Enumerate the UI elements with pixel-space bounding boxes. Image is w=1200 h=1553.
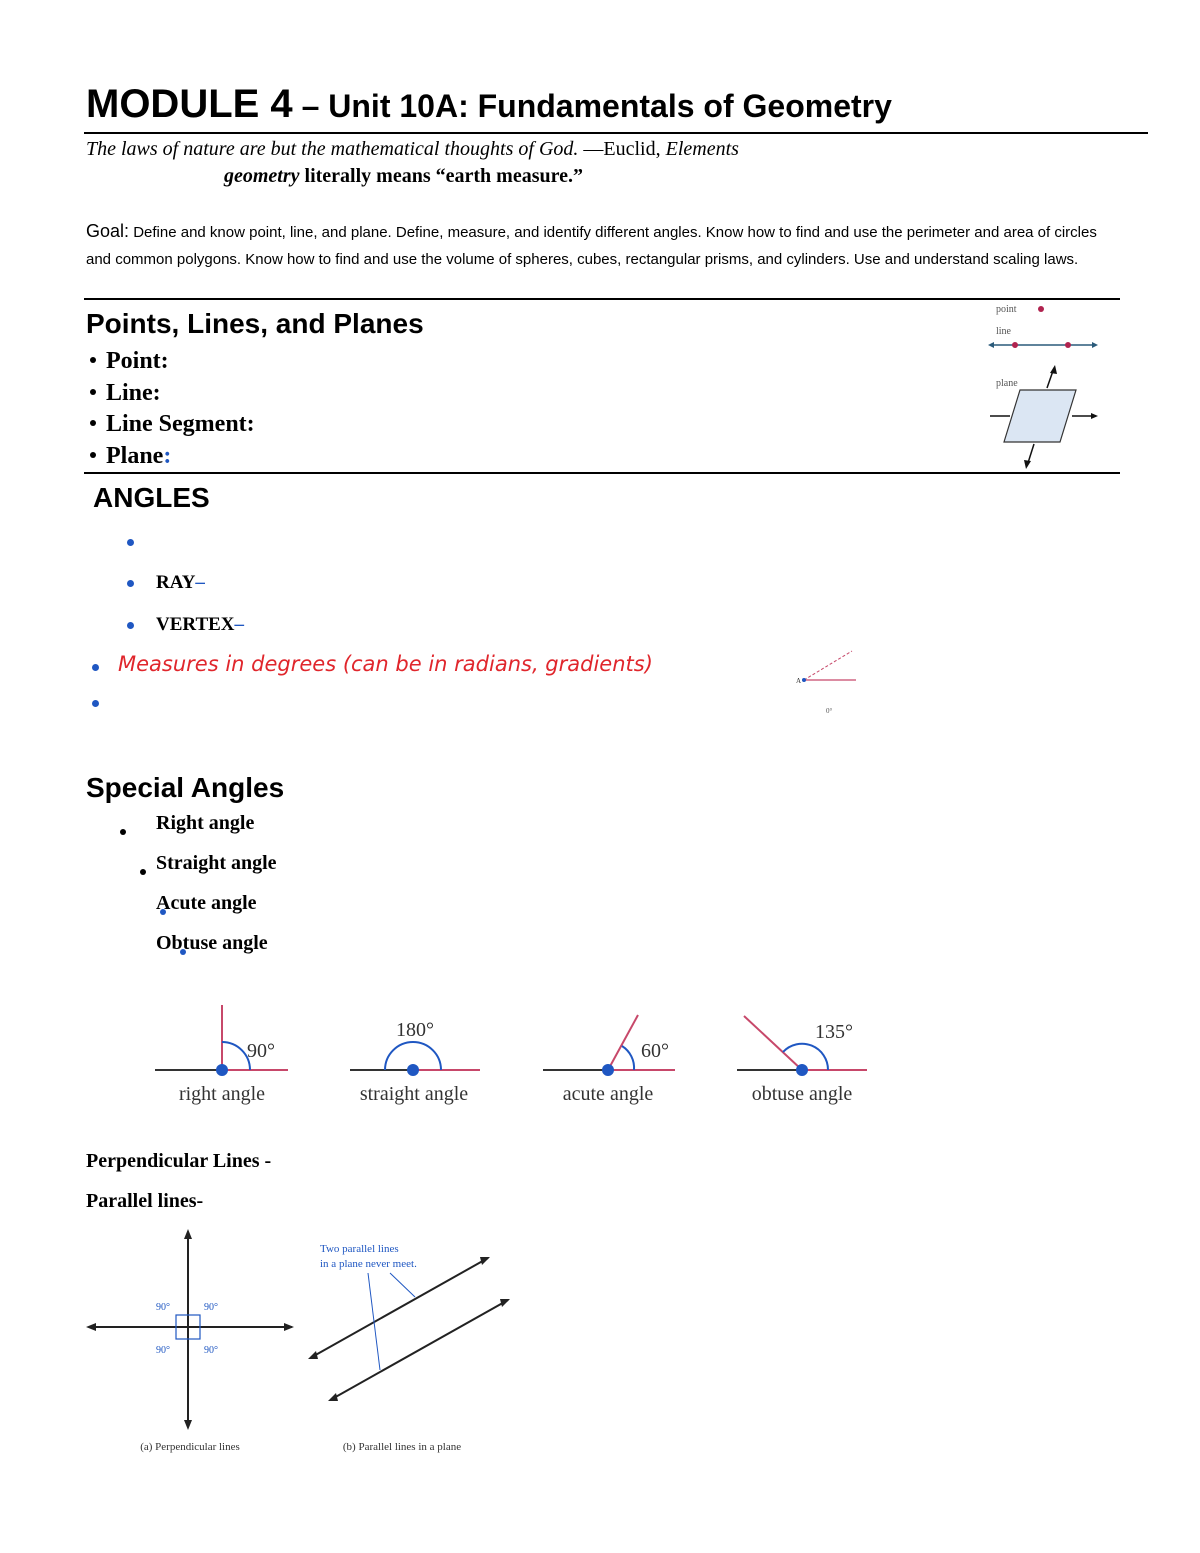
right-angle-item: Right angle [156,812,255,834]
horizontal-arrow-right [284,1323,294,1331]
point-dot [1038,306,1044,312]
points-heading: Points, Lines, and Planes [86,308,424,339]
pointer-line [390,1273,415,1297]
small-angle-degree: 0° [826,707,833,715]
points-rule [84,472,1120,474]
perpendicular-lines-figure [86,1229,294,1453]
quote-text: The laws of nature are but the mathematical thoughts of God. [86,138,579,160]
bullet-dot [90,420,96,426]
euclid-quote [86,138,739,161]
special-angles-heading: Special Angles [86,772,285,803]
deg-label: 90° [156,1345,170,1356]
bullet-dot [92,700,99,707]
parallel-caption: (b) Parallel lines in a plane [342,1441,462,1453]
bullet-dot [92,664,99,671]
parallel-arrow [308,1351,318,1359]
title-rule [84,132,1148,134]
parallel-line-bottom [332,1300,508,1399]
bullet-dot [120,829,126,835]
acute-degree-label: 60° [641,1040,669,1062]
obtuse-angle-figure [737,1016,867,1105]
obtuse-degree-label: 135° [815,1021,853,1043]
ray-dash: – [195,572,205,593]
perpendicular-parallel-figure [80,1225,520,1460]
goal-label: Goal: [86,221,130,241]
bullet-dot [127,622,134,629]
parallel-note-1: Two parallel lines [320,1243,399,1255]
bullet-dot [90,452,96,458]
unit-title: Unit 10A: Fundamentals of Geometry [328,88,892,124]
goal-text: Define and know point, line, and plane. Define, measure, and identify different angles. Know how to find and use the perimeter and area of circles and common polygons. Know how to find and use the volume of spheres, cubes, rectangular prisms, and cylinders. Use and understand scaling laws. [86,224,1097,268]
line-term: Line: [106,379,161,406]
right-angle-figure [155,1005,288,1105]
deg-label: 90° [204,1345,218,1356]
small-angle-vertex-label: A [796,677,802,685]
vertex-term: VERTEX [156,614,235,635]
geometry-definition [224,165,583,188]
right-caption: right angle [178,1083,266,1105]
acute-angle-item: Acute angle [156,892,257,914]
line-arrow-right [1092,342,1098,348]
line-arrow-left [988,342,994,348]
perpendicular-heading: Perpendicular Lines - [86,1150,272,1172]
deg-label: 90° [204,1302,218,1313]
plane-arrowhead-down [1024,460,1031,469]
list-item [90,441,255,473]
parallel-note-2: in a plane never meet. [320,1258,417,1270]
straight-angle-figure [350,1019,480,1105]
plane-label: plane [996,378,1018,389]
obtuse-caption: obtuse angle [751,1083,853,1105]
straight-angle-item: Straight angle [156,852,277,874]
vertical-arrow-down [184,1420,192,1430]
deg-label: 90° [156,1302,170,1313]
plane-arrowhead-up [1050,365,1057,374]
acute-arc [622,1046,634,1070]
goal-rule [84,298,1120,300]
list-item [90,346,255,378]
acute-caption: acute angle [562,1083,654,1105]
quote-attribution: —Euclid, [578,138,666,160]
bullet-dot [127,539,134,546]
line-point-b [1065,342,1071,348]
measures-note: Measures in degrees (can be in radians, gradients) [118,652,653,676]
parallel-lines-figure [308,1243,510,1453]
geometry-term: geometry [224,165,300,187]
small-angle-vertex [802,678,806,682]
parallel-line-top [312,1258,488,1357]
obtuse-vertex [796,1064,808,1076]
right-vertex [216,1064,228,1076]
plane-arrowhead-right [1091,413,1098,419]
straight-caption: straight angle [359,1083,469,1105]
parallel-arrow [480,1257,490,1265]
pointer-line [368,1273,380,1370]
acute-angle-figure [543,1015,675,1105]
plane-shape [1004,390,1076,442]
point-label: point [996,304,1017,315]
perpendicular-caption: (a) Perpendicular lines [140,1441,240,1453]
segment-term: Line Segment: [106,411,255,437]
geometry-meaning: literally means “earth measure.” [299,165,583,187]
list-item [90,409,255,441]
parallel-arrow [500,1299,510,1307]
points-list [90,346,255,472]
page-title [86,82,892,127]
bullet-dot [90,389,96,395]
goal-paragraph [86,218,1126,273]
vertex-item [156,614,244,636]
angle-types-figure [150,1000,880,1115]
vertex-dash: – [234,614,245,635]
parallel-heading: Parallel lines- [86,1190,204,1212]
bullet-dot [127,580,134,587]
module-label: MODULE 4 [86,82,293,126]
bullet-dot [90,357,96,363]
point-line-plane-figure [980,300,1110,472]
plane-colon: : [163,442,172,469]
obtuse-arm [744,1016,802,1070]
vertical-arrow-up [184,1229,192,1239]
ray-term: RAY [156,572,196,593]
quote-source: Elements [665,138,739,160]
plane-term: Plane [106,442,164,469]
obtuse-angle-item: Obtuse angle [156,932,268,954]
acute-vertex [602,1064,614,1076]
angles-heading: ANGLES [93,482,210,513]
bullet-dot [140,869,146,875]
title-dash: – [292,88,329,124]
line-label: line [996,326,1011,337]
right-degree-label: 90° [247,1040,275,1062]
point-term: Point: [106,348,169,374]
straight-degree-label: 180° [396,1019,434,1041]
horizontal-arrow-left [86,1323,96,1331]
small-angle-ray-b [804,651,852,680]
list-item [90,378,255,410]
line-point-a [1012,342,1018,348]
parallel-arrow [328,1393,338,1401]
straight-vertex [407,1064,419,1076]
small-angle-figure [790,645,870,720]
ray-item [156,572,205,594]
